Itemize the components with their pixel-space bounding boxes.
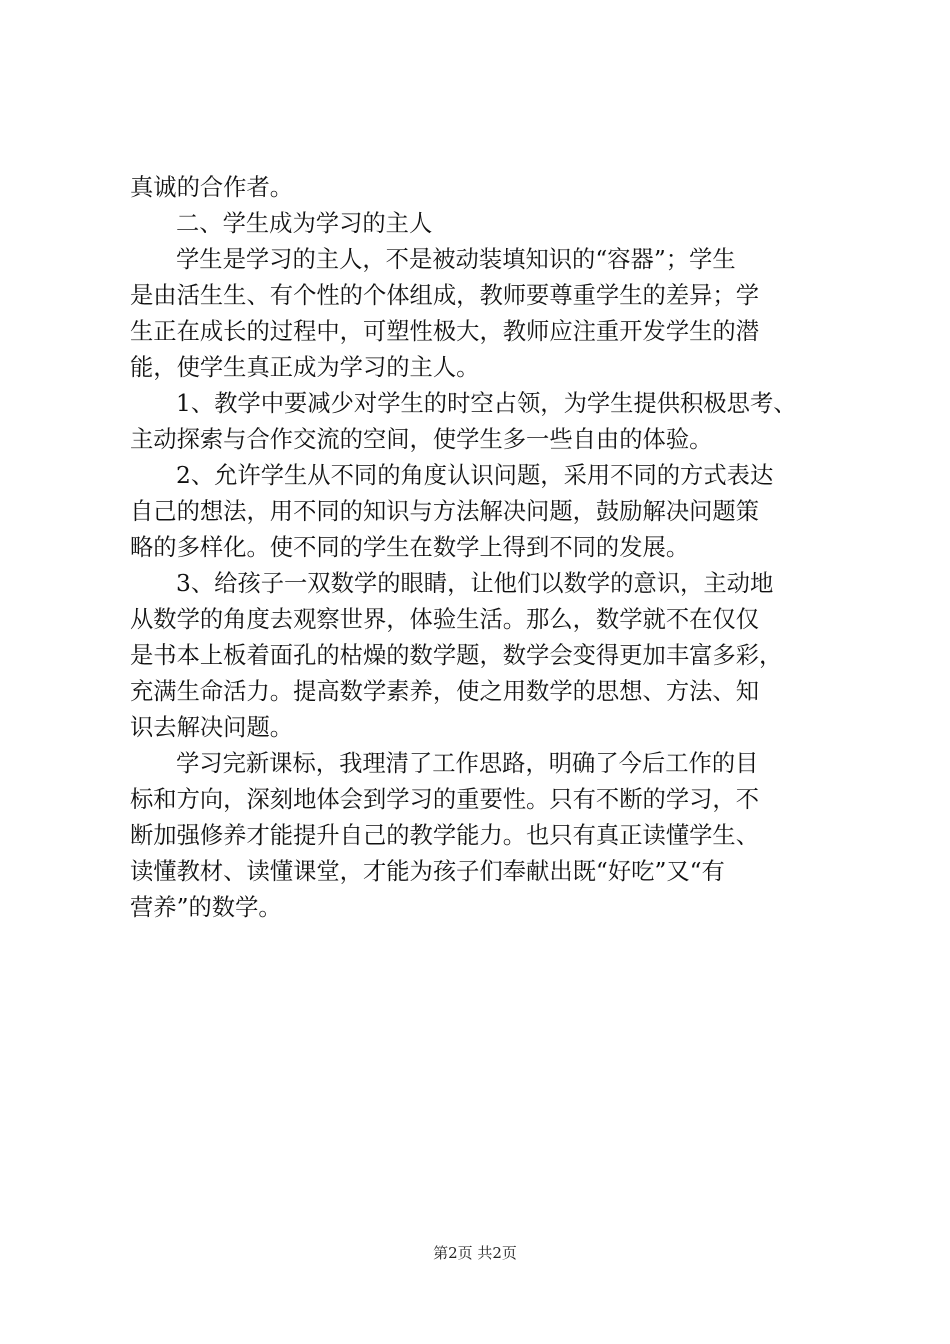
text-line: 自己的想法，用不同的知识与方法解决问题，鼓励解决问题策 xyxy=(130,498,760,525)
text-line: 略的多样化。使不同的学生在数学上得到不同的发展。 xyxy=(130,534,690,561)
text-line: 能，使学生真正成为学习的主人。 xyxy=(130,354,480,381)
text-line: 2、允许学生从不同的角度认识问题，采用不同的方式表达 xyxy=(176,462,774,489)
text-line: 充满生命活力。提高数学素养，使之用数学的思想、方法、知 xyxy=(130,678,760,705)
text-line: 主动探索与合作交流的空间，使学生多一些自由的体验。 xyxy=(130,426,713,453)
text-line: 真诚的合作者。 xyxy=(130,174,294,201)
text-line: 学习完新课标，我理清了工作思路，明确了今后工作的目 xyxy=(176,750,759,777)
text-line: 是书本上板着面孔的枯燥的数学题，数学会变得更加丰富多彩， xyxy=(130,642,783,669)
text-line: 断加强修养才能提升自己的教学能力。也只有真正读懂学生、 xyxy=(130,822,760,849)
section-heading: 二、学生成为学习的主人 xyxy=(176,210,433,237)
text-line: 1、教学中要减少对学生的时空占领，为学生提供积极思考、 xyxy=(176,390,797,417)
text-line: 营养”的数学。 xyxy=(130,894,282,921)
text-line: 生正在成长的过程中，可塑性极大，教师应注重开发学生的潜 xyxy=(130,318,760,345)
text-line: 从数学的角度去观察世界，体验生活。那么，数学就不在仅仅 xyxy=(130,606,760,633)
page-footer: 第2页 共2页 xyxy=(433,1244,517,1262)
text-line: 是由活生生、有个性的个体组成，教师要尊重学生的差异；学 xyxy=(130,282,760,309)
text-line: 学生是学习的主人，不是被动装填知识的“容器”；学生 xyxy=(176,246,736,273)
text-line: 标和方向，深刻地体会到学习的重要性。只有不断的学习，不 xyxy=(130,786,760,813)
text-line: 识去解决问题。 xyxy=(130,714,294,741)
text-line: 3、给孩子一双数学的眼睛，让他们以数学的意识，主动地 xyxy=(176,570,774,597)
text-line: 读懂教材、读懂课堂，才能为孩子们奉献出既“好吃”又“有 xyxy=(130,858,725,885)
